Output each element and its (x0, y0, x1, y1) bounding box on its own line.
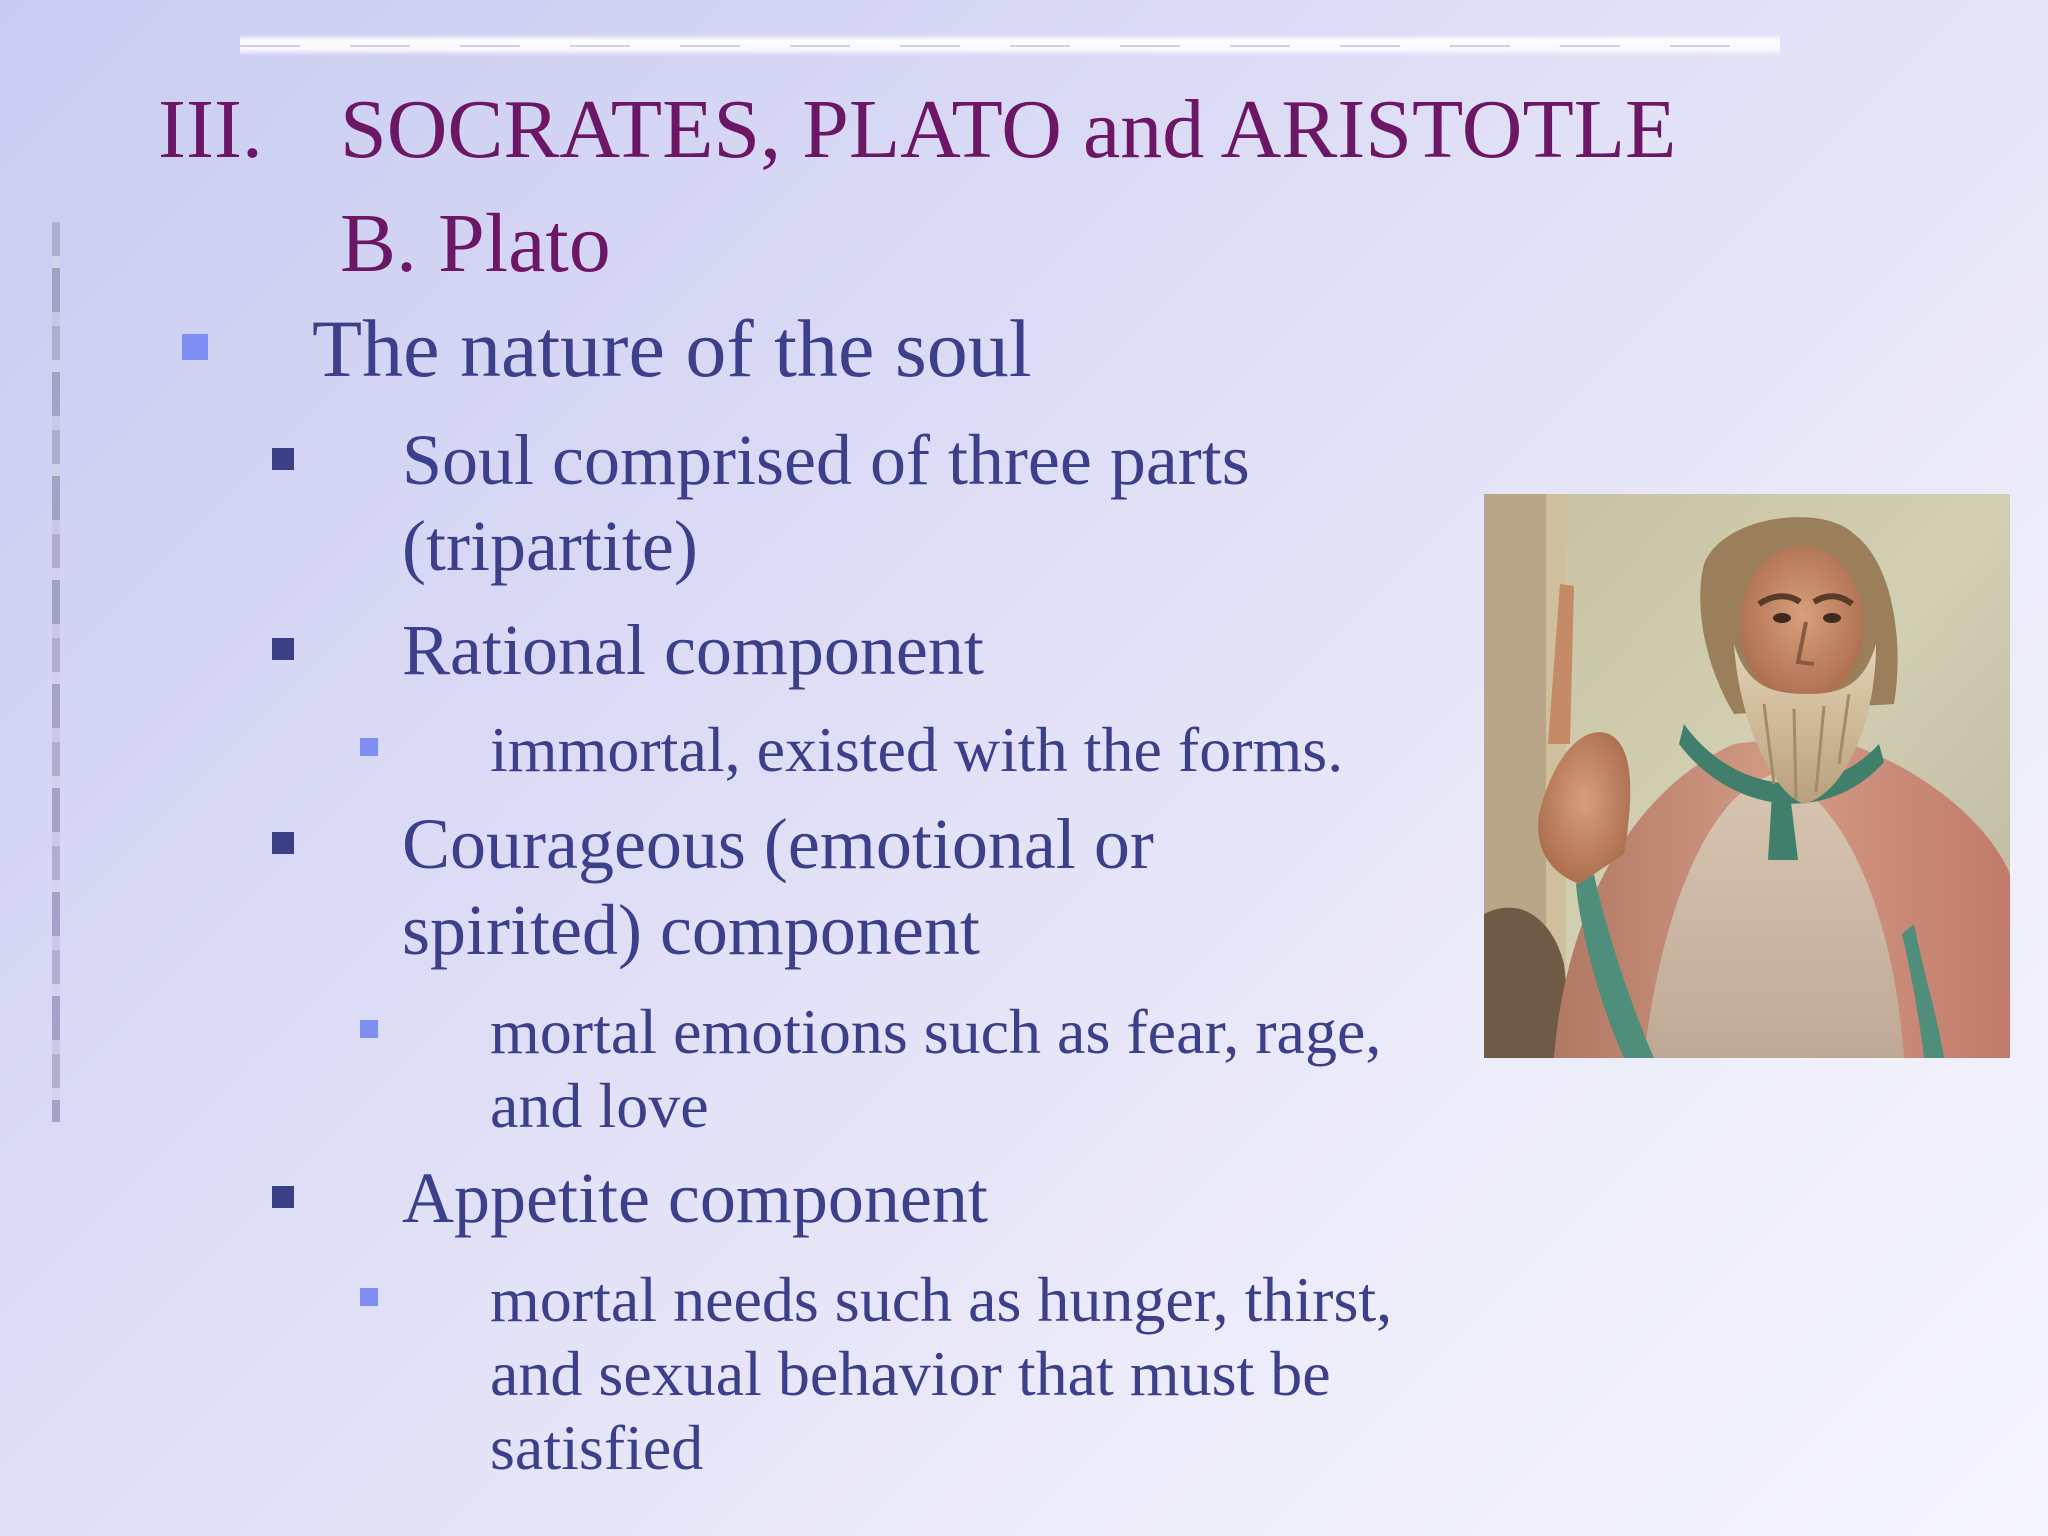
left-decorative-bar (52, 222, 60, 1122)
outline-subitem-line: mortal needs such as hunger, thirst, (490, 1264, 1393, 1335)
outline-item: Rational component (402, 610, 984, 690)
top-decorative-rule (240, 34, 1780, 56)
plato-portrait-image (1484, 494, 2010, 1058)
outline-item-line: spirited) component (402, 890, 980, 970)
outline-item-line: (tripartite) (402, 506, 698, 586)
outline-item: Appetite component (402, 1158, 988, 1238)
outline-item (402, 804, 1154, 970)
outline-subitem-line: and love (490, 1070, 709, 1141)
outline-subitem-line: mortal emotions such as fear, rage, (490, 996, 1382, 1067)
title-number: III. (158, 83, 263, 176)
bullet-square-icon (182, 334, 208, 360)
sub-bullet-square-icon (360, 1020, 378, 1038)
outline-subitem (490, 996, 1382, 1141)
bullet-square-icon (272, 832, 294, 854)
sub-bullet-square-icon (360, 738, 378, 756)
sub-bullet-square-icon (360, 1288, 378, 1306)
outline-item (402, 420, 1250, 586)
bullet-square-icon (272, 1186, 294, 1208)
slide-title: SOCRATES, PLATO and ARISTOTLE (340, 83, 1677, 176)
outline-heading: The nature of the soul (312, 303, 1032, 394)
outline-item-line: Courageous (emotional or (402, 804, 1154, 884)
outline-subitem (490, 1264, 1393, 1483)
outline-subitem-line: satisfied (490, 1412, 704, 1483)
outline-subitem-line: and sexual behavior that must be (490, 1338, 1331, 1409)
bullet-square-icon (272, 638, 294, 660)
bullet-square-icon (272, 448, 294, 470)
outline-subitem: immortal, existed with the forms. (490, 714, 1344, 785)
slide-subtitle: B. Plato (340, 197, 611, 290)
outline-item-line: Soul comprised of three parts (402, 420, 1250, 500)
